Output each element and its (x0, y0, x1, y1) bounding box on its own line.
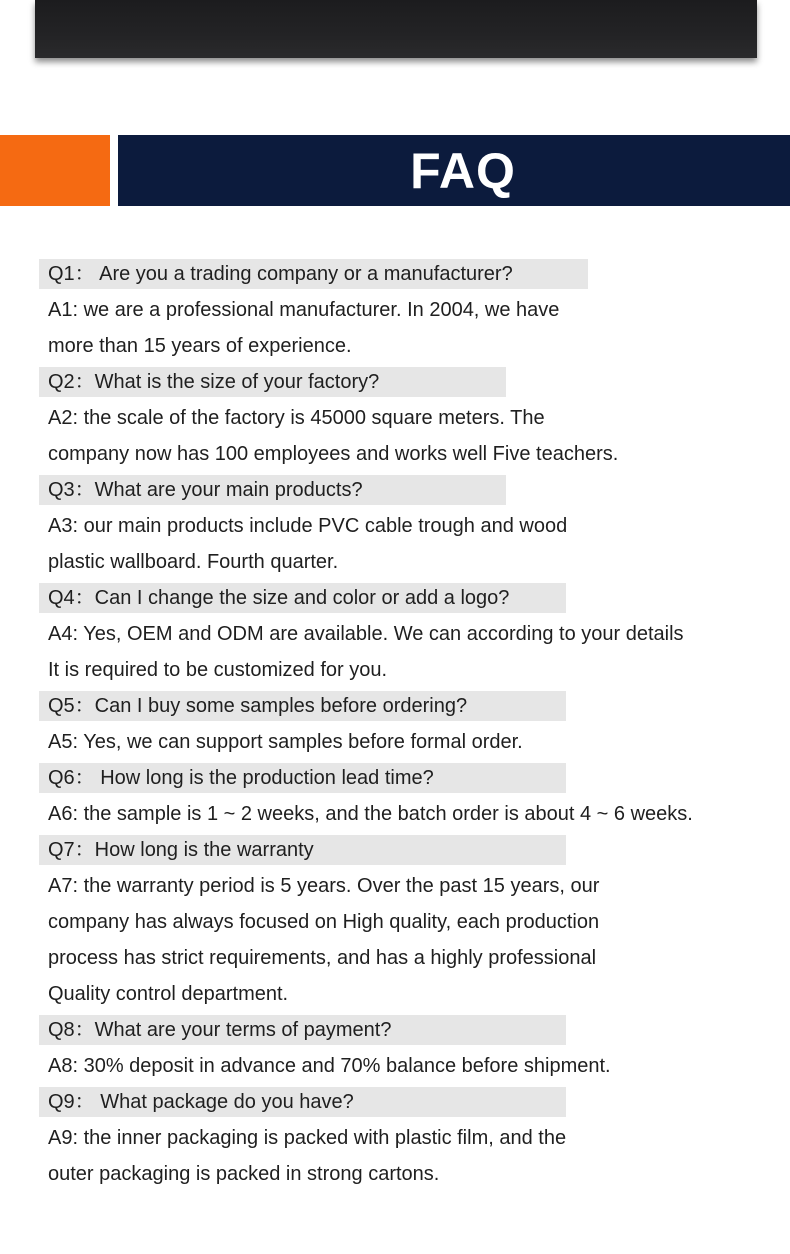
faq-answer-line: plastic wallboard. Fourth quarter. (48, 551, 339, 573)
faq-question: Q2：What is the size of your factory? (39, 367, 506, 397)
faq-answer-line: A2: the scale of the factory is 45000 square meters. The (48, 407, 545, 429)
faq-answer-line: A6: the sample is 1 ~ 2 weeks, and the batch order is about 4 ~ 6 weeks. (48, 803, 693, 825)
faq-answer-line: Quality control department. (48, 983, 289, 1005)
faq-answer-line: company now has 100 employees and works well Five teachers. (48, 443, 619, 465)
faq-answer-line: A1: we are a professional manufacturer. In 2004, we have (48, 299, 560, 321)
faq-question: Q8：What are your terms of payment? (39, 1015, 566, 1045)
faq-question: Q9： What package do you have? (39, 1087, 566, 1117)
faq-answer-line: A3: our main products include PVC cable trough and wood (48, 515, 568, 537)
faq-answer-line: more than 15 years of experience. (48, 335, 352, 357)
faq-question: Q6： How long is the production lead time? (39, 763, 566, 793)
faq-answer-line: It is required to be customized for you. (48, 659, 388, 681)
faq-answer-line: A5: Yes, we can support samples before formal order. (48, 731, 523, 753)
accent-block (0, 135, 110, 206)
faq-question: Q3：What are your main products? (39, 475, 506, 505)
faq-answer-line: A9: the inner packaging is packed with plastic film, and the (48, 1127, 567, 1149)
faq-question: Q7：How long is the warranty (39, 835, 566, 865)
faq-answer-line: A8: 30% deposit in advance and 70% balance before shipment. (48, 1055, 611, 1077)
faq-title: FAQ (410, 142, 516, 199)
faq-question: Q4：Can I change the size and color or add a logo? (39, 583, 566, 613)
faq-answer-line: process has strict requirements, and has a highly professional (48, 947, 597, 969)
faq-question: Q5：Can I buy some samples before ordering? (39, 691, 566, 721)
faq-answer-line: company has always focused on High quality, each production (48, 911, 600, 933)
faq-question: Q1： Are you a trading company or a manufacturer? (39, 259, 588, 289)
faq-answer-line: A4: Yes, OEM and ODM are available. We can according to your details (48, 623, 684, 645)
faq-answer-line: outer packaging is packed in strong cartons. (48, 1163, 440, 1185)
faq-list (39, 256, 779, 1192)
faq-banner (118, 135, 790, 206)
faq-answer-line: A7: the warranty period is 5 years. Over the past 15 years, our (48, 875, 600, 897)
product-photo (35, 0, 757, 58)
